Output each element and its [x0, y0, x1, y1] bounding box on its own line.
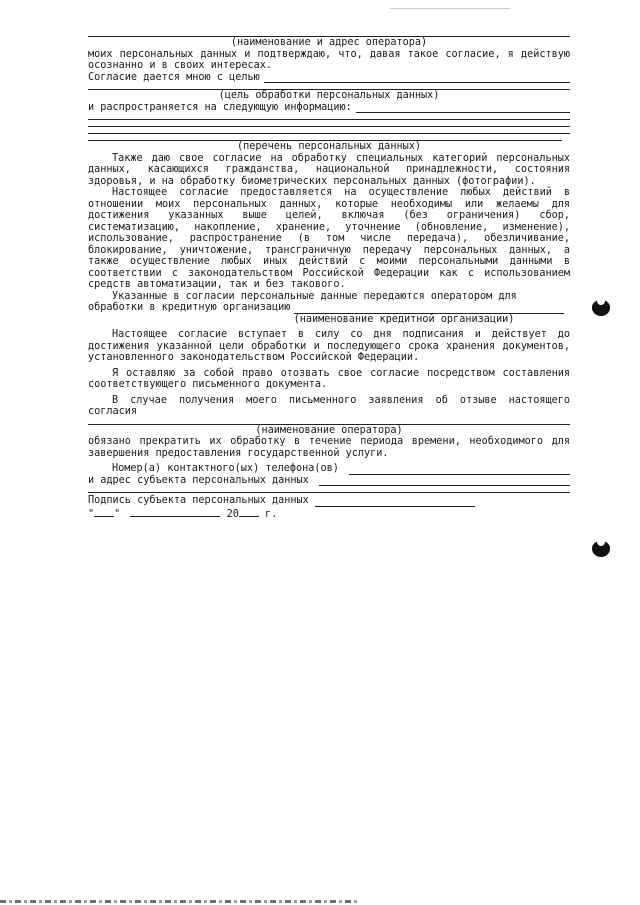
validity-paragraph: Настоящее согласие вступает в силу со дня подписания и действует до достижения указанной цели обработки и последующего срока хранения документов, установленного законодательством Российской Федерации.: [88, 329, 570, 363]
transfer-row: [88, 302, 570, 314]
signature-row: [88, 495, 570, 507]
purpose-row: [88, 72, 570, 84]
special-categories-paragraph: Также даю свое согласие на обработку специальных категорий персональных данных, касающихся гражданства, национальной принадлежности, состояния здоровья, и на обработку биометрических персональных данных (фотографии).: [88, 152, 570, 187]
hole-punch-mark-lower: [592, 541, 610, 557]
info-field[interactable]: [356, 103, 570, 113]
purpose-caption: (цель обработки персональных данных): [218, 90, 440, 101]
date-year-field[interactable]: [239, 507, 259, 517]
address-row: [88, 475, 570, 487]
obligation-paragraph: обязано прекратить их обработку в течение периода времени, необходимого для завершения предоставления государственной услуги.: [88, 436, 570, 459]
transfer-line-1: Указанные в согласии персональные данные передаются оператором для: [112, 290, 517, 302]
hole-punch-mark-upper: [592, 300, 610, 316]
phone-row: [88, 463, 570, 475]
date-year-suffix: г.: [264, 508, 278, 520]
revoke-paragraph: Я оставляю за собой право отозвать свое согласие посредством составления соответствующего письменного документа.: [88, 367, 570, 390]
signature-field[interactable]: [315, 497, 475, 507]
scan-edge-top: [390, 8, 510, 9]
operator-caption: (наименование и адрес оператора): [230, 37, 428, 48]
address-label: и адрес субъекта персональных данных: [88, 474, 309, 486]
signature-label: Подпись субъекта персональных данных: [88, 495, 309, 506]
date-close-quote: ": [114, 508, 121, 520]
date-row: [88, 507, 570, 521]
phone-field[interactable]: [349, 465, 570, 475]
scan-edge-bottom: [0, 900, 360, 903]
info-caption: (перечень персональных данных): [236, 141, 421, 152]
purpose-label: Согласие дается мною с целью: [88, 71, 260, 83]
withdrawal-paragraph: В случае получения моего письменного заявления об отзыве настоящего согласия: [88, 394, 570, 417]
actions-paragraph: Настоящее согласие предоставляется на осуществление любых действий в отношении моих персональных данных, которые необходимы или желаемы для достижения указанных выше целей, включая (без ограничения) сбор, систематизацию, накопление, хранение, уточнение (обновление, изменение), использование, распространение (в том числе передача), обезличивание, блокирование, уничтожение, трансграничную передачу персональных данных, а также осуществление любых иных действий с моими персональными данными в соответствии с законодательством Российской Федерации как с использованием средств автоматизации, так и без такового.: [88, 187, 570, 290]
credit-org-caption: (наименование кредитной организации): [293, 313, 515, 325]
consent-form-page: [88, 36, 570, 520]
date-day-field[interactable]: [94, 507, 114, 517]
operator-name-caption: (наименование оператора): [255, 424, 403, 436]
transfer-line-2: обработки в кредитную организацию: [88, 302, 291, 313]
intro-paragraph: моих персональных данных и подтверждаю, что, давая такое согласие, я действую осознанно и в своих интересах.: [88, 48, 570, 71]
credit-org-field[interactable]: [294, 304, 564, 314]
date-month-field[interactable]: [130, 507, 220, 517]
info-label: и распространяется на следующую информацию:: [88, 101, 352, 113]
purpose-field[interactable]: [264, 73, 570, 83]
date-open-quote: ": [88, 508, 95, 520]
info-row: [88, 102, 570, 114]
address-field[interactable]: [319, 476, 570, 486]
date-year-prefix: 20: [226, 508, 239, 520]
phone-label: Номер(а) контактного(ых) телефона(ов): [112, 463, 339, 474]
